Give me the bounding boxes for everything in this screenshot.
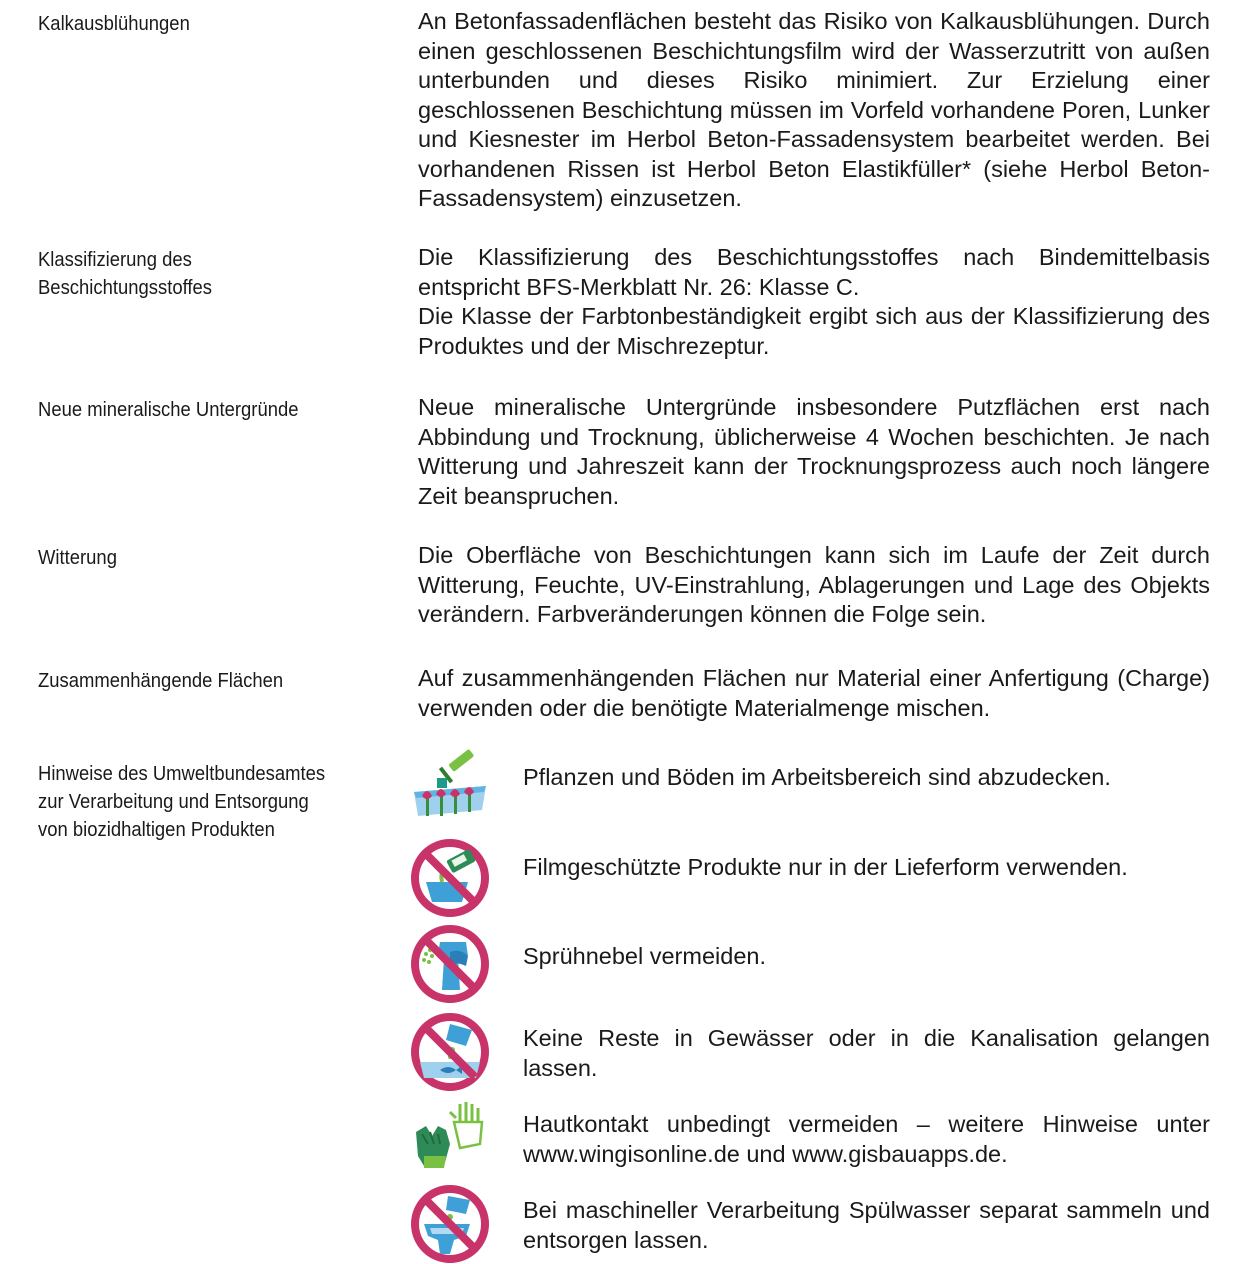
label-line: Beschichtungsstoffes — [38, 276, 213, 299]
label-line: Klassifizierung des — [38, 248, 192, 271]
section-text — [418, 541, 1210, 630]
section-text — [418, 393, 1210, 511]
section-label — [38, 396, 335, 424]
paragraph: Auf zusammenhängenden Flächen nur Material einer Anfertigung (Charge) verwenden oder die benötigte Materialmenge mischen. — [418, 665, 1210, 721]
paragraph: Die Klasse der Farbtonbeständigkeit ergibt sich aus der Klassifizierung des Produktes und der Mischrezeptur. — [418, 303, 1210, 359]
section-label — [38, 760, 335, 844]
paragraph: An Betonfassadenflächen besteht das Risiko von Kalkausblühungen. Durch einen geschlossenen Beschichtungsfilm wird der Wasserzutritt von außen unterbunden und dieses Risiko minimiert. Zur Erzielung einer geschlossenen Beschichtung müssen im Vorfeld vorhandene Poren, Lunker und Kiesnester im Herbol Beton-Fassadensystem bearbeitet werden. Bei vorhandenen Rissen ist Herbol Beton Elastikfüller* (siehe Herbol Beton-Fassadensystem) einzusetzen. — [418, 8, 1210, 211]
section-label — [38, 544, 335, 572]
no-water-disposal-icon — [410, 1012, 490, 1092]
paragraph: Die Oberfläche von Beschichtungen kann sich im Laufe der Zeit durch Witterung, Feuchte, UV-Einstrahlung, Ablagerungen und Lage des Objekts verändern. Farbveränderungen können die Folge sein. — [418, 542, 1210, 627]
label-line: von biozidhaltigen Produkten — [38, 818, 275, 841]
hint-text: Sprühnebel vermeiden. — [523, 943, 766, 969]
section-text — [418, 7, 1210, 214]
no-refill-icon — [410, 838, 490, 918]
section-text — [418, 243, 1210, 361]
label-line: Hinweise des Umweltbundesamtes — [38, 762, 326, 785]
section-label — [38, 246, 335, 302]
section-label — [38, 10, 335, 38]
hint-text: Pflanzen und Böden im Arbeitsbereich sind abzudecken. — [523, 764, 1111, 790]
label-line: zur Verarbeitung und Entsorgung — [38, 790, 309, 813]
hint-text: Bei maschineller Verarbeitung Spülwasser separat sammeln und entsorgen lassen. — [523, 1197, 1210, 1253]
label-line: Zusammenhängende Flächen — [38, 669, 284, 692]
no-spray-icon — [410, 924, 490, 1004]
hint-text: Hautkontakt unbedingt vermeiden – weitere Hinweise unter www.wingisonline.de und www.gisbauapps.de. — [523, 1111, 1210, 1167]
hint-text: Filmgeschützte Produkte nur in der Lieferform verwenden. — [523, 854, 1128, 880]
section-label — [38, 667, 335, 695]
plants-cover-icon — [410, 748, 490, 828]
hint-text: Keine Reste in Gewässer oder in die Kanalisation gelangen lassen. — [523, 1025, 1210, 1081]
paragraph: Die Klassifizierung des Beschichtungsstoffes nach Bindemittelbasis entspricht BFS-Merkblatt Nr. 26: Klasse C. — [418, 244, 1210, 300]
section-text — [418, 664, 1210, 723]
gloves-icon — [410, 1098, 490, 1178]
label-line: Neue mineralische Untergründe — [38, 398, 299, 421]
label-line: Witterung — [38, 546, 117, 569]
label-line: Kalkausblühungen — [38, 12, 190, 35]
paragraph: Neue mineralische Untergründe insbesondere Putzflächen erst nach Abbindung und Trocknung, üblicherweise 4 Wochen beschichten. Je nach Witterung und Jahreszeit kann der Trocknungsprozess auch noch längere Zeit beanspruchen. — [418, 394, 1210, 509]
no-drain-icon — [410, 1184, 490, 1264]
